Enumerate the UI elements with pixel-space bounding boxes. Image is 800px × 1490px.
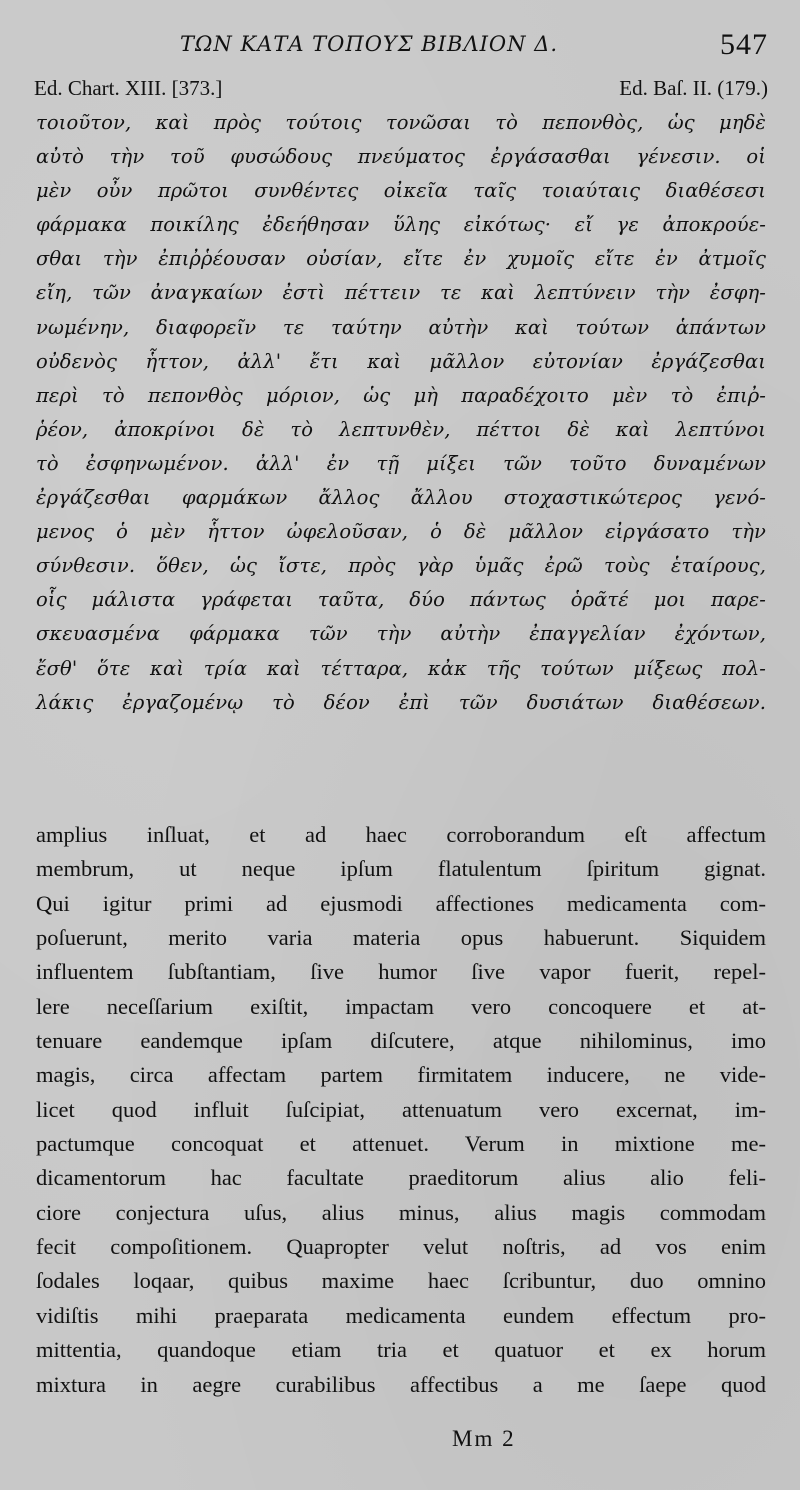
latin-line: fecit compoſitionem. Quapropter velut noſtris, ad vos enim: [36, 1234, 766, 1260]
greek-line: οὐδενὸς ἧττον, ἀλλ' ἔτι καὶ μᾶλλον εὐτονίαν ἐργάζεσθαι: [36, 349, 766, 373]
greek-line: οἷς μάλιστα γράφεται ταῦτα, δύο πάντως ὁρᾶτέ μοι παρε-: [36, 588, 766, 612]
latin-line: dicamentorum hac facultate praeditorum alius alio feli-: [36, 1165, 766, 1191]
greek-line: μὲν οὖν πρῶτοι συνθέντες οἰκεῖα ταῖς τοιαύταις διαθέσεσι: [36, 179, 766, 203]
greek-line: σύνθεσιν. ὅθεν, ὡς ἴστε, πρὸς γὰρ ὑμᾶς ἐρῶ τοὺς ἑταίρους,: [36, 554, 766, 578]
edition-basel-reference: Ed. Baſ. II. (179.): [619, 76, 768, 100]
greek-line: σκευασμένα φάρμακα τῶν τὴν αὐτὴν ἐπαγγελίαν ἐχόντων,: [36, 622, 766, 646]
latin-line: pactumque concoquat et attenuet. Verum in mixtione me-: [36, 1131, 766, 1157]
latin-line: tenuare eandemque ipſam diſcutere, atque nihilominus, imo: [36, 1028, 766, 1054]
greek-line: τὸ ἐσφηνωμένον. ἀλλ' ἐν τῇ μίξει τῶν τοῦτο δυναμένων: [36, 451, 766, 475]
latin-line: lere neceſſarium exiſtit, impactam vero concoquere et at-: [36, 993, 766, 1019]
latin-line: ſodales loqaar, quibus maxime haec ſcribuntur, duo omnino: [36, 1268, 766, 1294]
signature-mark: Mm 2: [452, 1426, 516, 1451]
greek-line: τοιοῦτον, καὶ πρὸς τούτοις τονῶσαι τὸ πεπονθὸς, ὡς μηδὲ: [36, 111, 766, 134]
latin-text-block: [36, 818, 766, 1402]
page-number: 547: [720, 28, 768, 61]
greek-line: φάρμακα ποικίλης ἐδεήθησαν ὕλης εἰκότως· εἴ γε ἀποκρούε-: [36, 213, 766, 237]
latin-line: Qui igitur primi ad ejusmodi affectiones medicamenta com-: [36, 890, 766, 916]
latin-line: magis, circa affectam partem firmitatem inducere, ne vide-: [36, 1062, 766, 1088]
running-head: [0, 28, 800, 68]
greek-line: αὐτὸ τὴν τοῦ φυσώδους πνεύματος ἐργάσασθαι γένεσιν. οἱ: [36, 145, 766, 169]
latin-line: amplius inſluat, et ad haec corroborandum eſt affectum: [36, 822, 766, 847]
latin-line: vidiſtis mihi praeparata medicamenta eundem effectum pro-: [36, 1302, 766, 1328]
greek-text-block: [36, 106, 766, 720]
greek-line: ῥέον, ἀποκρίνοι δὲ τὸ λεπτυνθὲν, πέττοι δὲ καὶ λεπτύνοι: [36, 417, 766, 441]
greek-line: ἔσθ' ὅτε καὶ τρία καὶ τέτταρα, κἀκ τῆς τούτων μίξεως πολ-: [36, 656, 766, 680]
greek-line: νωμένην, διαφορεῖν τε ταύτην αὐτὴν καὶ τούτων ἁπάντων: [36, 315, 766, 339]
latin-line: ciore conjectura uſus, alius minus, alius magis commodam: [36, 1199, 766, 1225]
edition-chart-reference: Ed. Chart. XIII. [373.]: [34, 76, 223, 100]
edition-references: [34, 76, 768, 108]
greek-line: περὶ τὸ πεπονθὸς μόριον, ὡς μὴ παραδέχοιτο μὲν τὸ ἐπιῤ-: [36, 383, 766, 407]
running-title: ΤΩΝ ΚΑΤΑ ΤΟΠΟΥΣ ΒΙΒΛΙΟΝ Δ.: [180, 32, 559, 56]
latin-line: mixtura in aegre curabilibus affectibus a me ſaepe quod: [36, 1371, 766, 1397]
greek-line: σθαι τὴν ἐπιῤῥέουσαν οὐσίαν, εἴτε ἐν χυμοῖς εἴτε ἐν ἀτμοῖς: [36, 247, 766, 271]
greek-line: μενος ὁ μὲν ἧττον ὠφελοῦσαν, ὁ δὲ μᾶλλον εἰργάσατο τὴν: [36, 520, 766, 544]
greek-line: ἐργάζεσθαι φαρμάκων ἄλλος ἄλλου στοχαστικώτερος γενό-: [36, 486, 766, 510]
greek-line: εἴη, τῶν ἀναγκαίων ἐστὶ πέττειν τε καὶ λεπτύνειν τὴν ἐσφη-: [36, 281, 766, 305]
latin-line: licet quod influit ſuſcipiat, attenuatum vero excernat, im-: [36, 1096, 766, 1122]
latin-line: mittentia, quandoque etiam tria et quatuor et ex horum: [36, 1337, 766, 1363]
latin-line: poſuerunt, merito varia materia opus habuerunt. Siquidem: [36, 925, 766, 951]
latin-line: membrum, ut neque ipſum flatulentum ſpiritum gignat.: [36, 856, 766, 882]
greek-line: λάκις ἐργαζομένῳ τὸ δέον ἐπὶ τῶν δυσιάτων διαθέσεων.: [36, 690, 766, 714]
latin-line: influentem ſubſtantiam, ſive humor ſive vapor fuerit, repel-: [36, 959, 766, 985]
